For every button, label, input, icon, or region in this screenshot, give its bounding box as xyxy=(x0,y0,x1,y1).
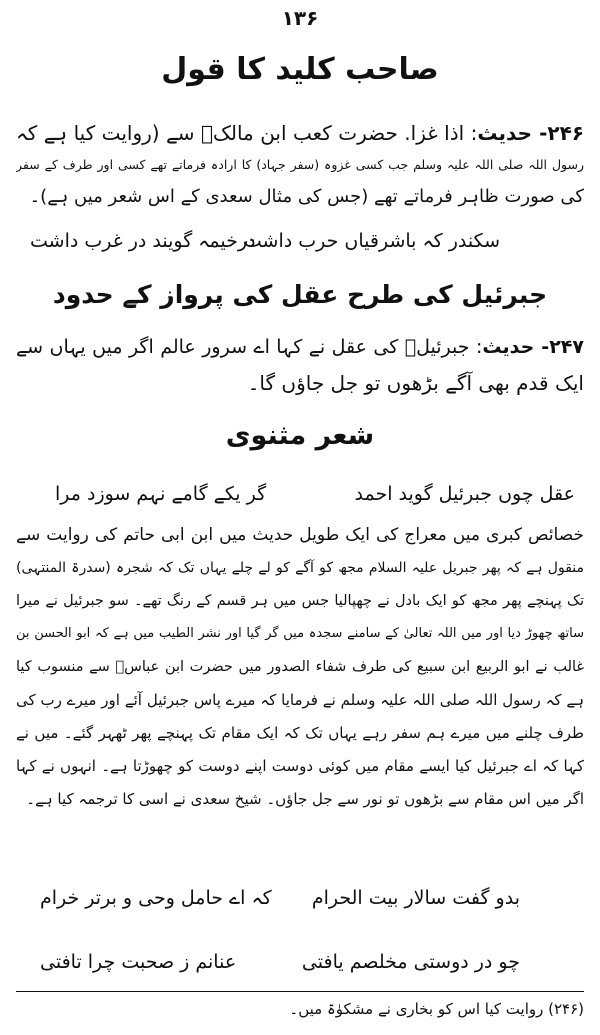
verse-2-left: گر یکے گامے نہم سوزد مرا xyxy=(55,483,267,505)
paragraph-line-2: منقول ہے کہ پھر جبریل علیہ السلام مجھ کو آگے کو لے چلے یہاں تک کہ شجرہ (سدرۃ المنتہی) xyxy=(16,560,584,576)
paragraph-line-4: ساتھ چھوڑ دیا اور میں اللہ تعالیٰ کے سامنے سجدہ میں گر گیا اور نشر الطیب میں ہے کہ ابو الحسن بن xyxy=(16,626,584,641)
hadith-247-line-1 xyxy=(16,332,584,362)
verse-1-right: سکندر کہ باشرقیاں حرب داشت xyxy=(243,230,500,252)
verse-3-right: بدو گفت سالار بیت الحرام xyxy=(311,887,520,909)
heading-jibreel-aql: جبرئیل کی طرح عقل کی پرواز کے حدود xyxy=(52,280,548,309)
hadith-246-line-1 xyxy=(16,118,584,148)
hadith-246-label: ۲۴۶- حدیث xyxy=(477,121,584,145)
hadith-246-line-3: کی صورت ظاہر فرماتے تھے (جس کی مثال سعدی کے اس شعر میں ہے)۔ xyxy=(29,186,584,207)
verse-4-left: عنانم ز صحبت چرا تافتی xyxy=(40,951,237,973)
page-number: ۱۳۶ xyxy=(281,6,319,30)
paragraph-line-7: طرف چلنے میں میرے ہم سفر رہے یہاں تک کہ ایک مقام تک پہنچے پھر ٹھہر گئے۔ میں نے xyxy=(16,724,584,742)
heading-sahib-e-kalid: صاحب کلید کا قول xyxy=(161,52,439,87)
paragraph-line-5: غالب نے ابو الربیع ابن سبیع کی طرف شفاء الصدور میں حضرت ابن عباسؓ سے منسوب کیا xyxy=(16,659,584,675)
paragraph-line-6: ہے کہ رسول اللہ صلی اللہ علیہ وسلم نے فرمایا کہ میرے پاس جبرئیل آئے اور میرے رب کی xyxy=(16,691,584,709)
hadith-246-text-1: : اذا غزا. حضرت کعب ابن مالکؓ سے (روایت کیا ہے کہ xyxy=(16,121,478,145)
hadith-246-line-2: رسول اللہ صلی اللہ علیہ وسلم جب کسی غزوہ (سفر جہاد) کا ارادہ فرماتے تھے کسی اور طرف کے سفر xyxy=(16,157,584,172)
paragraph-line-3: تک پہنچے پھر مجھ کو ایک بادل نے چھپالیا جس میں ہر قسم کے رنگ تھے۔ سو جبرئیل نے میرا xyxy=(16,593,584,609)
verse-4-right: چو در دوستی مخلصم یافتی xyxy=(301,951,520,973)
paragraph-line-1: خصائص کبری میں معراج کی ایک طویل حدیث میں ابن ابی حاتم کی روایت سے xyxy=(16,525,584,545)
footnote: (۲۴۶) روایت کیا اس کو بخاری نے مشکوٰۃ میں۔ xyxy=(289,1000,584,1018)
hadith-247-line-2: ایک قدم بھی آگے بڑھوں تو جل جاؤں گا۔ xyxy=(247,371,584,395)
hadith-247-text-1: : جبرئیلؑ کی عقل نے کہا اے سرور عالم اگر میں یہاں سے xyxy=(16,336,483,358)
heading-sher-masnavi: شعر مثنوی xyxy=(225,420,375,451)
hadith-247-label: ۲۴۷- حدیث xyxy=(482,336,584,358)
paragraph-line-8: کہا کہ اے جبرئیل کیا ایسے مقام میں کوئی دوست اپنے دوست کو چھوڑتا ہے۔ انہوں نے کہا xyxy=(16,757,584,775)
verse-1-left: درخیمہ گویند در غرب داشت xyxy=(30,230,256,252)
verse-3-left: کہ اے حامل وحی و برتر خرام xyxy=(40,887,272,909)
paragraph-line-9: اگر میں اس مقام سے بڑھوں تو نور سے جل جاؤں۔ شیخ سعدی نے اسی کا ترجمہ کیا ہے۔ xyxy=(26,790,584,808)
verse-2-right: عقل چوں جبرئیل گوید احمد xyxy=(354,483,575,505)
footnote-divider xyxy=(16,991,584,992)
